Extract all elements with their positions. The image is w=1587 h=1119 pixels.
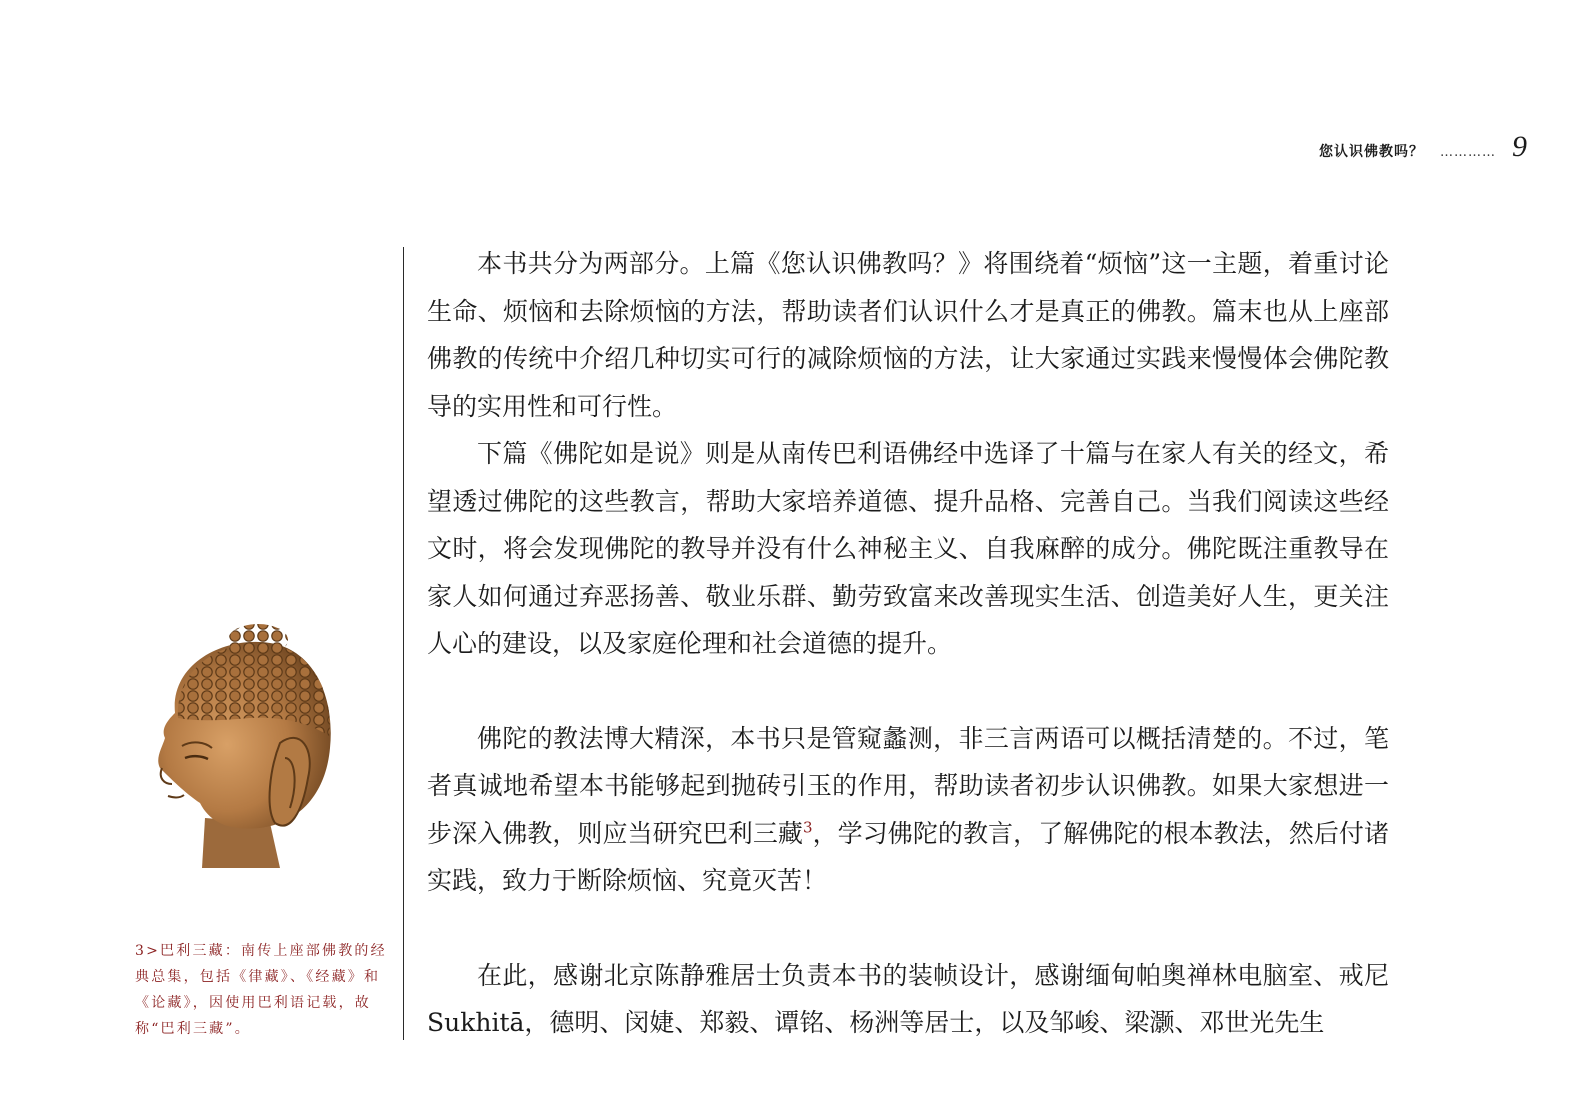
main-text bbox=[427, 240, 1389, 1047]
page-number: 9 bbox=[1512, 130, 1527, 163]
footnote-reference[interactable]: 3 bbox=[802, 818, 813, 837]
running-title: 您认识佛教吗？ bbox=[1319, 144, 1424, 160]
paragraph-3 bbox=[427, 715, 1389, 905]
leader-dots: ………… bbox=[1440, 145, 1496, 160]
paragraph-2: 下篇《佛陀如是说》则是从南传巴利语佛经中选译了十篇与在家人有关的经文，希望透过佛陀的这些教言，帮助大家培养道德、提升品格、完善自己。当我们阅读这些经文时，将会发现佛陀的教导并没有什么神秘主义、自我麻醉的成分。佛陀既注重教导在家人如何通过弃恶扬善、敬业乐群、勤劳致富来改善现实生活、创造美好人生，更关注人心的建设，以及家庭伦理和社会道德的提升。 bbox=[427, 439, 1389, 658]
running-head bbox=[1319, 130, 1527, 164]
column-divider bbox=[403, 247, 404, 1040]
paragraph-3-text-a: 佛陀的教法博大精深，本书只是管窥蠡测，非三言两语可以概括清楚的。不过，笔者真诚地希望本书能够起到抛砖引玉的作用，帮助读者初步认识佛教。如果大家想进一步深入佛教，则应当研究巴利三藏 bbox=[427, 723, 1389, 848]
paragraph-3-text-b: ，学习佛陀的教言，了解佛陀的根本教法，然后付诸实践，致力于断除烦恼、究竟灭苦！ bbox=[427, 818, 1389, 895]
buddha-head-image bbox=[130, 618, 355, 868]
footnote: 3>巴利三藏：南传上座部佛教的经典总集，包括《律藏》、《经藏》和《论藏》，因使用巴利语记载，故称“巴利三藏”。 bbox=[135, 943, 387, 1037]
paragraph-1: 本书共分为两部分。上篇《您认识佛教吗？》将围绕着“烦恼”这一主题，着重讨论生命、烦恼和去除烦恼的方法，帮助读者们认识什么才是真正的佛教。篇末也从上座部佛教的传统中介绍几种切实可行的减除烦恼的方法，让大家通过实践来慢慢体会佛陀教导的实用性和可行性。 bbox=[427, 249, 1389, 421]
paragraph-4: 在此，感谢北京陈静雅居士负责本书的装帧设计，感谢缅甸帕奥禅林电脑室、戒尼Sukhitā，德明、闵婕、郑毅、谭铭、杨洲等居士，以及邹峻、梁灏、邓世光先生 bbox=[427, 960, 1389, 1037]
